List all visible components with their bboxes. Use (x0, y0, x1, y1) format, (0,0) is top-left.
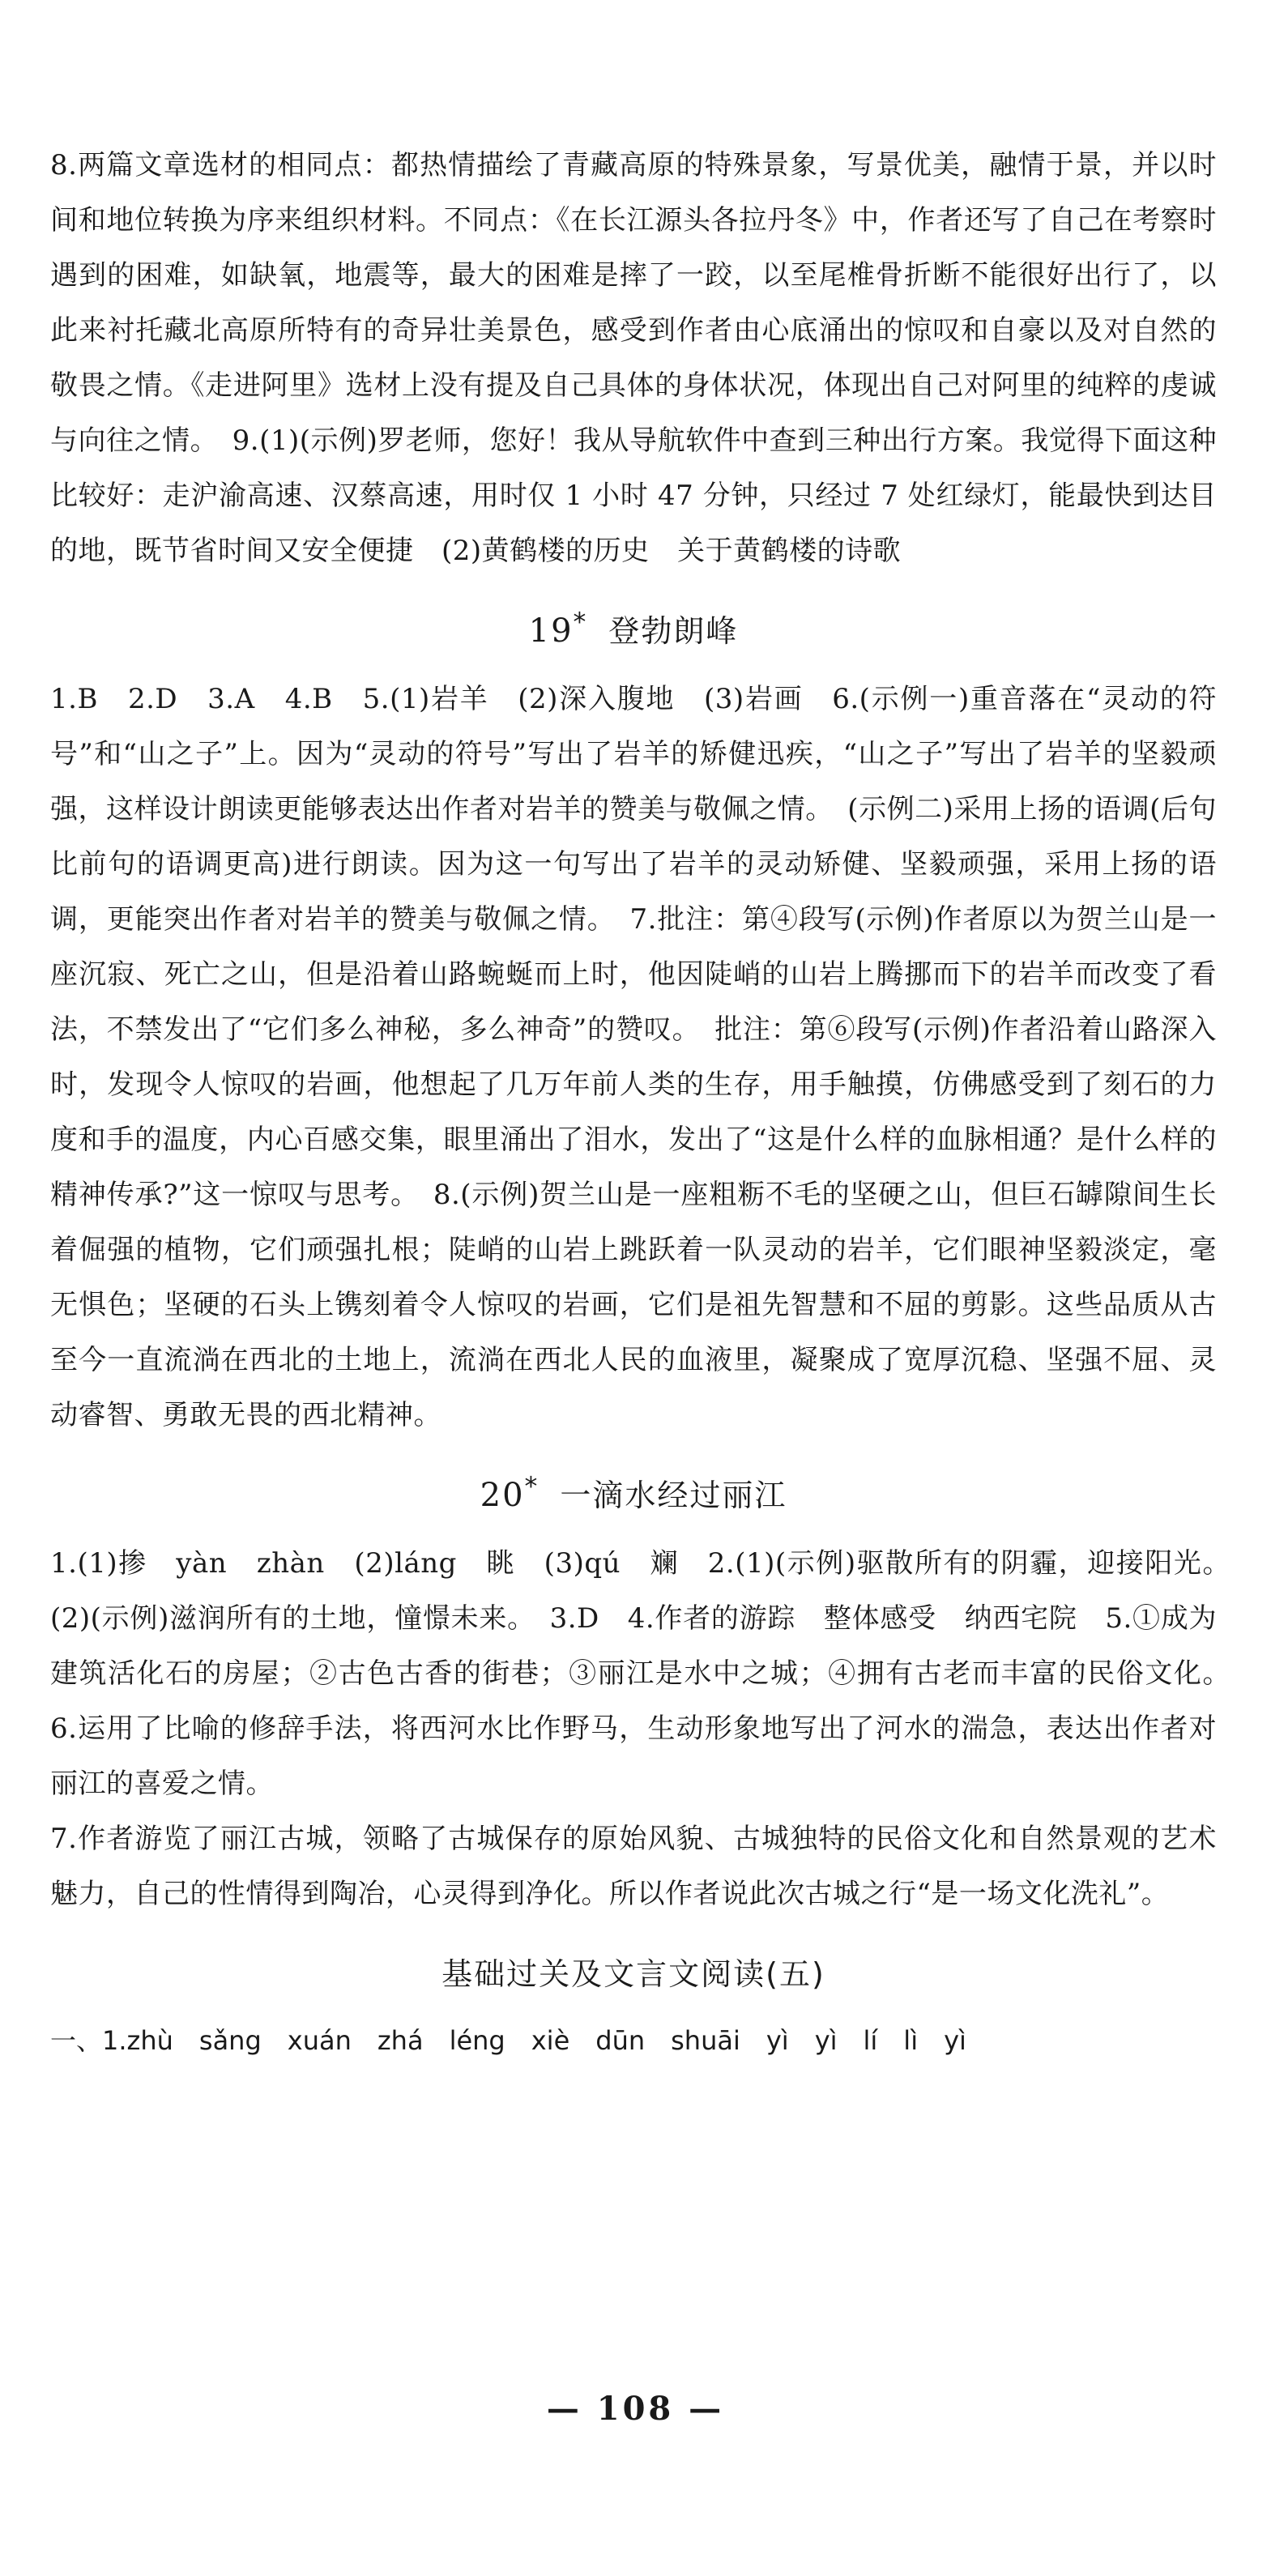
answer-page (50, 138, 1245, 2066)
section-20-answers: 1.(1)掺 yàn zhàn (2)láng 眺 (3)qú 斓 2.(1)(示例)驱散所有的阴霾，迎接阳光。 (2)(示例)滋润所有的土地，憧憬未来。 3.D 4.作者的游踪 整体感受 纳西宅院 5.①成为建筑活化石的房屋；②古色古香的街巷；③丽江是水中之城；④拥有古老而丰富的民俗文化。 6.运用了比喻的修辞手法，将西河水比作野马，生动形象地写出了河水的湍急，表达出作者对丽江的喜爱之情。 (50, 1547, 1245, 1800)
section-19-heading (50, 606, 1217, 650)
section-19-number: 19 (528, 612, 574, 650)
section-20-number: 20 (480, 1477, 525, 1514)
section-20-title: 一滴水经过丽江 (560, 1478, 787, 1513)
section-20-answers-7: 7.作者游览了丽江古城，领略了古城保存的原始风貌、古城独特的民俗文化和自然景观的艺术魅力，自己的性情得到陶冶，心灵得到净化。所以作者说此次古城之行“是一场文化洗礼”。 (50, 1823, 1217, 1910)
basic-section-pinyin: 一、1.zhù sǎng xuán zhá léng xiè dūn shuāi yì yì lí lì yì (50, 2025, 966, 2056)
section-19-title: 登勃朗峰 (608, 613, 739, 649)
section-19-mark: * (573, 608, 588, 638)
section-19-answers: 1.B 2.D 3.A 4.B 5.(1)岩羊 (2)深入腹地 (3)岩画 6.(示例一)重音落在“灵动的符号”和“山之子”上。因为“灵动的符号”写出了岩羊的矫健迅疾，“山之子”写出了岩羊的坚毅顽强，这样设计朗读更能够表达出作者对岩羊的赞美与敬佩之情。 (示例二)采用上扬的语调(后句比前句的语调更高)进行朗读。因为这一句写出了岩羊的灵动矫健、坚毅顽强，采用上扬的语调，更能突出作者对岩羊的赞美与敬佩之情。 7.批注：第④段写(示例)作者原以为贺兰山是一座沉寂、死亡之山，但是沿着山路蜿蜒而上时，他因陡峭的山岩上腾挪而下的岩羊而改变了看法，不禁发出了“它们多么神秘，多么神奇”的赞叹。 批注：第⑥段写(示例)作者沿着山路深入时，发现令人惊叹的岩画，他想起了几万年前人类的生存，用手触摸，仿佛感受到了刻石的力度和手的温度，内心百感交集，眼里涌出了泪水，发出了“这是什么样的血脉相通？是什么样的精神传承?”这一惊叹与思考。 8.(示例)贺兰山是一座粗粝不毛的坚硬之山，但巨石罅隙间生长着倔强的植物，它们顽强扎根；陡峭的山岩上跳跃着一队灵动的岩羊，它们眼神坚毅淡定，毫无惧色；坚硬的石头上镌刻着令人惊叹的岩画，它们是祖先智慧和不屈的剪影。这些品质从古至今一直流淌在西北的土地上，流淌在西北人民的血液里，凝聚成了宽厚沉稳、坚强不屈、灵动睿智、勇敢无畏的西北精神。 (50, 683, 1217, 1431)
basic-section-heading: 基础过关及文言文阅读(五) (441, 1956, 825, 1992)
page-number: — 108 — (546, 2390, 725, 2428)
section-20-heading (50, 1470, 1217, 1515)
previous-section-answers: 8.两篇文章选材的相同点：都热情描绘了青藏高原的特殊景象，写景优美，融情于景，并以时间和地位转换为序来组织材料。不同点：《在长江源头各拉丹冬》中，作者还写了自己在考察时遇到的困难，如缺氧，地震等，最大的困难是摔了一跤，以至尾椎骨折断不能很好出行了，以此来衬托藏北高原所特有的奇异壮美景色，感受到作者由心底涌出的惊叹和自豪以及对自然的敬畏之情。《走进阿里》选材上没有提及自己具体的身体状况，体现出自己对阿里的纯粹的虔诚与向往之情。 9.(1)(示例)罗老师，您好！我从导航软件中查到三种出行方案。我觉得下面这种比较好：走沪渝高速、汉蔡高速，用时仅 1 小时 47 分钟，只经过 7 处红绿灯，能最快到达目的地，既节省时间又安全便捷 (2)黄鹤楼的历史 关于黄鹤楼的诗歌 (50, 149, 1217, 567)
section-20-mark: * (524, 1472, 540, 1502)
